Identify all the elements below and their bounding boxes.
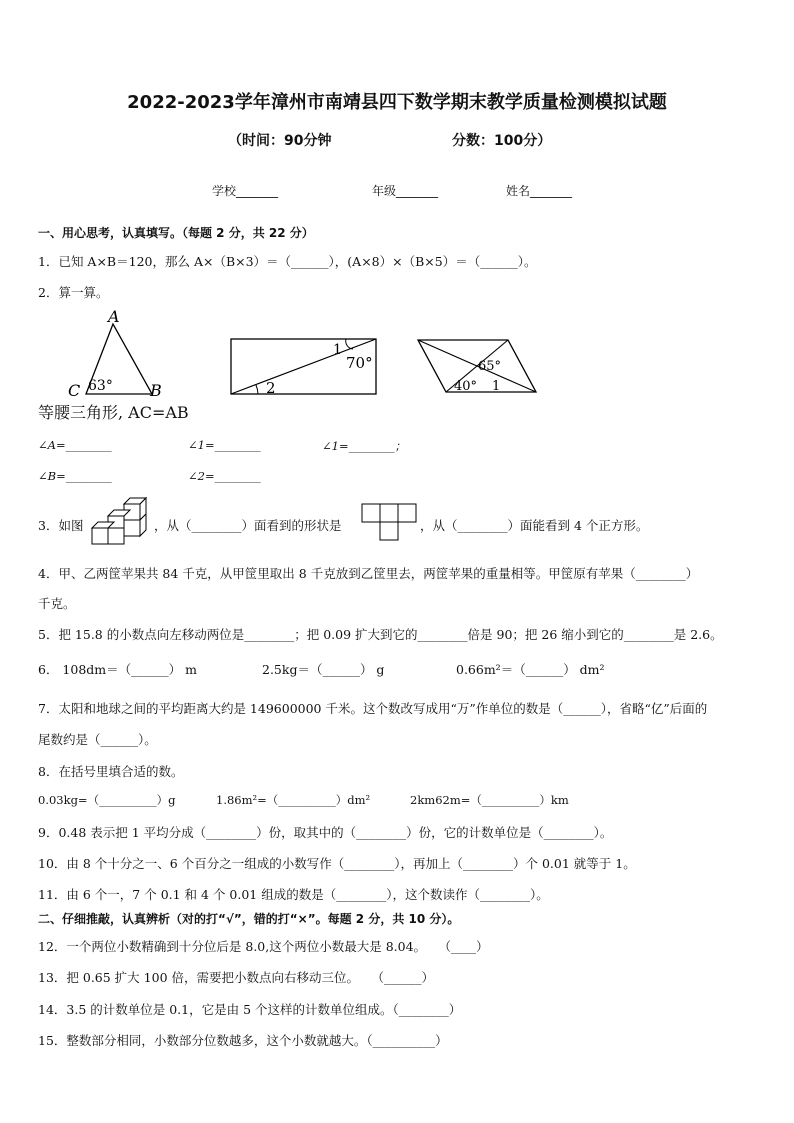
question-11: 11．由 6 个一，7 个 0.1 和 4 个 0.01 组成的数是（________），这个数读作（________）。 — [38, 887, 549, 902]
question-5: 5．把 15.8 的小数点向左移动两位是________；把 0.09 扩大到它的________倍是 90；把 26 缩小到它的________是 2.6。 — [38, 627, 723, 642]
angle-70-label: 70° — [346, 354, 373, 372]
exam-score: 分数：100分） — [452, 133, 552, 149]
question-13: 13．把 0.65 扩大 100 倍，需要把小数点向右移动三位。 （______） — [38, 970, 434, 985]
question-8: 8．在括号里填合适的数。 — [38, 764, 184, 779]
grade-field: 年级_______ — [372, 184, 439, 198]
section-1-heading: 一、用心思考，认真填写。（每题 2 分，共 22 分） — [38, 226, 314, 240]
question-15: 15．整数部分相同，小数部分位数越多，这个小数就越大。（__________） — [38, 1033, 448, 1048]
question-6-part-2: 2.5kg＝（______） g — [262, 662, 385, 677]
angle-40-label: 40° — [454, 379, 478, 394]
question-3-prefix: 3．如图 — [38, 518, 84, 533]
angle-2-label: 2 — [266, 379, 276, 397]
question-3-suffix: ，从（________）面能看到 4 个正方形。 — [420, 518, 649, 533]
question-8-part-1: 0.03kg=（__________）g — [38, 793, 176, 807]
question-12: 12．一个两位小数精确到十分位后是 8.0,这个两位小数最大是 8.04。 （____） — [38, 939, 489, 954]
question-6-part-1: 6． 108dm＝（______） m — [38, 662, 197, 677]
question-4-line-1: 4．甲、乙两筐苹果共 84 千克，从甲筐里取出 8 千克放到乙筐里去，两筐苹果的重量相等。甲筐原有苹果（________） — [38, 566, 699, 581]
answer-fig2-angle-2: ∠2=________ — [188, 469, 261, 483]
answer-angle-b: ∠B=________ — [38, 469, 112, 483]
label-a: A — [108, 308, 120, 326]
question-9: 9．0.48 表示把 1 平均分成（________）份，取其中的（________）份，它的计数单位是（________）。 — [38, 825, 613, 840]
question-7-line-1: 7．太阳和地球之间的平均距离大约是 149600000 千米。这个数改写成用“万”作单位的数是（______），省略“亿”后面的 — [38, 701, 708, 716]
name-field: 姓名_______ — [506, 184, 573, 198]
question-4-line-2: 千克。 — [38, 596, 76, 611]
angle-65-label: 65° — [478, 359, 502, 374]
question-7-line-2: 尾数约是（______）。 — [38, 732, 157, 747]
question-3-middle: ，从（________）面看到的形状是 — [154, 518, 342, 533]
rectangle-figure — [228, 336, 380, 398]
cube-stack-icon — [88, 494, 154, 546]
triangle-caption: 等腰三角形, AC=AB — [38, 403, 189, 422]
angle-arc-bottom — [256, 385, 258, 394]
page-title: 2022-2023学年漳州市南靖县四下数学期末教学质量检测模拟试题 — [127, 92, 667, 113]
angle-1-label: 1 — [492, 379, 501, 394]
answer-fig2-angle-1: ∠1=________ — [188, 438, 261, 452]
answer-fig3-angle-1: ∠1=________； — [322, 439, 407, 453]
question-8-part-2: 1.86m²=（__________）dm² — [216, 793, 371, 807]
label-b: B — [150, 381, 162, 400]
question-10: 10．由 8 个十分之一、6 个百分之一组成的小数写作（________），再加上（________）个 0.01 就等于 1。 — [38, 856, 636, 871]
parallelogram-figure — [414, 336, 540, 396]
answer-angle-a: ∠A=________ — [38, 438, 112, 452]
question-8-part-3: 2km62m=（__________）km — [410, 793, 569, 807]
section-2-heading: 二、仔细推敲，认真辨析（对的打“√”，错的打“×”。每题 2 分，共 10 分）。 — [38, 912, 460, 926]
exam-time: （时间：90分钟 — [228, 133, 332, 149]
question-1: 1．已知 A×B＝120，那么 A×（B×3）＝（______），(A×8）×（B×5）＝（______）。 — [38, 254, 537, 269]
question-14: 14．3.5 的计数单位是 0.1，它是由 5 个这样的计数单位组成。（________） — [38, 1002, 462, 1017]
angle-1-label: 1 — [333, 342, 342, 358]
angle-c-label: 63° — [88, 378, 113, 394]
isosceles-triangle-figure — [60, 308, 200, 400]
school-field: 学校_______ — [212, 184, 279, 198]
view-shape-icon — [360, 502, 420, 542]
question-6-part-3: 0.66m²＝（______） dm² — [456, 662, 605, 677]
question-2: 2．算一算。 — [38, 285, 109, 300]
label-c: C — [68, 381, 81, 400]
